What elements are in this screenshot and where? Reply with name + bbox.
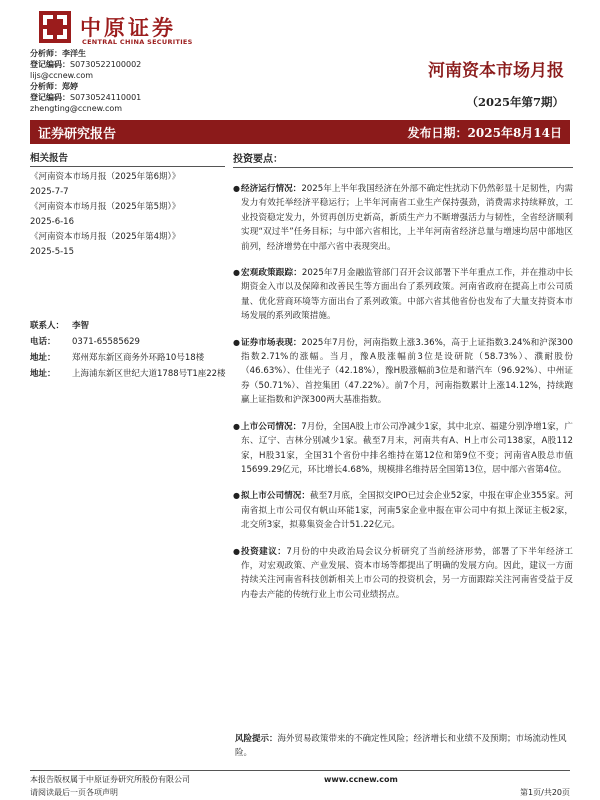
highlight-text: 7月份，全国A股上市公司净减少1家，其中北京、福建分别净增1家，广东、辽宁、吉林分别减少1家。截至7月末，河南共有A、H上市公司138家，A股112家，H股31家，全国31个省份中排名维持在第12位和第9位不变；河南省A股总市值15699.29亿元，环比增长4.68%，规模排名维持居全国第13位，居中部六省第4位。 xyxy=(241,421,573,475)
highlight-title: 宏观政策跟踪： xyxy=(241,268,302,279)
analyst-role-label: 分析师： xyxy=(30,49,62,58)
reg-number: S0730522100002 xyxy=(70,60,142,69)
related-report-title[interactable]: 《河南资本市场月报（2025年第4期）》 xyxy=(30,232,181,242)
highlight-text: 2025年7月份，河南指数上涨3.36%，高于上证指数3.24%和沪深300指数2.71%的涨幅。当月，豫A股涨幅前3位是设研院（58.73%）、濮耐股份（46.63%）、仕佳光子（42.18%），豫H股涨幅前3位是和谐汽车（96.92%）、中州证券（50.71%）、首控集团（47.22%）。前7个月，河南指数累计上涨14.12%，持续跑赢上证指数和沪深300两大基准指数。 xyxy=(241,337,573,406)
highlight-title: 投资建议： xyxy=(241,546,287,557)
reg-number: S0730524110001 xyxy=(70,93,142,102)
contact-address-label: 地址： xyxy=(30,353,56,363)
related-report-title[interactable]: 《河南资本市场月报（2025年第5期）》 xyxy=(30,202,181,212)
highlight-title: 证券市场表现： xyxy=(241,337,302,348)
contact-person-label: 联系人： xyxy=(30,321,65,331)
contact-address-label: 地址： xyxy=(30,369,56,379)
highlight-item xyxy=(233,489,573,532)
contact-phone: 0371-65585629 xyxy=(72,337,140,347)
highlight-title: 经济运行情况： xyxy=(241,184,302,194)
highlight-text: 2025年上半年我国经济在外部不确定性扰动下仍然彰显十足韧性，内需发力有效托举经济平稳运行；上半年河南省工业生产保持强劲，消费需求持续释放，工业投资稳定发力，外贸再创历史新高，新质生产力不断增强活力与韧性，全省经济顺利实现“双过半”任务目标；与中部六省相比，上半年河南省经济总量与增速均居中部地区前列，经济增势在中部六省中表现突出。 xyxy=(241,184,573,252)
highlight-item xyxy=(233,336,573,408)
analyst-2-email[interactable]: zhengting@ccnew.com xyxy=(30,104,123,113)
bullet-icon: ● xyxy=(233,184,240,193)
bullet-icon: ● xyxy=(233,421,240,431)
highlight-text: 2025年7月金融监管部门召开会议部署下半年重点工作，并在推动中长期资金入市以及保障和改善民生等方面出台了系列政策。河南省政府在提高上市公司质量、优化营商环境等方面出台了系列政策。中部六省其他省份也发布了大量支持资本市场发展的系列政策措施。 xyxy=(241,268,573,322)
contact-address: 上海浦东新区世纪大道1788号T1座22楼 xyxy=(72,369,226,379)
analyst-info xyxy=(30,48,141,114)
logo-emblem-icon xyxy=(38,10,72,44)
highlight-title: 拟上市公司情况： xyxy=(241,491,310,502)
risk-text: 海外贸易政策带来的不确定性风险；经济增长和业绩不及预期；市场流动性风险。 xyxy=(235,734,567,758)
bullet-icon: ● xyxy=(233,337,240,347)
reg-label: 登记编码： xyxy=(30,93,70,102)
reg-label: 登记编码： xyxy=(30,60,70,69)
company-logo xyxy=(38,10,238,46)
page-footer xyxy=(30,770,570,797)
footer-disclaimer: 请阅读最后一页各项声明 xyxy=(30,788,118,797)
report-type: 证券研究报告 xyxy=(38,127,117,142)
analyst-1-email[interactable]: lijs@ccnew.com xyxy=(30,71,94,80)
footer-copyright: 本报告版权属于中原证券研究所股份有限公司 xyxy=(30,775,190,784)
highlight-title: 上市公司情况： xyxy=(241,421,302,432)
risk-label: 风险提示： xyxy=(235,734,278,744)
contact-phone-row xyxy=(30,336,240,349)
analyst-name: 郑婷 xyxy=(62,82,78,91)
publish-date: 发布日期：2025年8月14日 xyxy=(407,126,562,140)
bullet-icon: ● xyxy=(233,546,240,556)
footer-url-link[interactable]: www.ccnew.com xyxy=(324,775,398,784)
report-issue: （2025年第7期） xyxy=(466,95,564,109)
analyst-1-row xyxy=(30,48,141,59)
report-banner xyxy=(30,120,570,144)
related-report-title[interactable]: 《河南资本市场月报（2025年第6期）》 xyxy=(30,172,181,182)
analyst-role-label: 分析师： xyxy=(30,82,62,91)
contact-person: 李智 xyxy=(72,321,90,331)
related-report-date: 2025-5-15 xyxy=(30,247,74,257)
contact-address: 郑州郑东新区商务外环路10号18楼 xyxy=(72,353,205,363)
highlight-item xyxy=(233,182,573,254)
related-report-date: 2025-6-16 xyxy=(30,217,74,227)
logo-name-cn: 中原证券 xyxy=(80,15,176,40)
analyst-name: 李洋生 xyxy=(62,49,86,58)
analyst-1-reg xyxy=(30,59,141,70)
contact-info xyxy=(30,320,240,384)
related-heading: 相关报告 xyxy=(30,150,225,167)
contact-person-row xyxy=(30,320,240,333)
highlight-item xyxy=(233,266,573,324)
risk-warning xyxy=(235,732,570,760)
bullet-icon: ● xyxy=(233,491,240,501)
highlight-item xyxy=(233,420,573,478)
analyst-2-row xyxy=(30,81,141,92)
contact-address-1-row xyxy=(30,352,240,365)
highlights-heading: 投资要点： xyxy=(233,150,573,168)
contact-address-2-row xyxy=(30,368,240,381)
investment-highlights xyxy=(233,150,573,614)
highlight-text: 截至7月底，全国拟交IPO已过会企业52家，中报在审企业355家。河南省拟上市公司仅有帆山环能1家，河南5家企业申报在审公司中有拟上深证主板2家，北交所3家，拟募集资金合计51.22亿元。 xyxy=(241,491,573,531)
highlight-item xyxy=(233,545,573,603)
contact-phone-label: 电话： xyxy=(30,337,56,347)
highlight-text: 7月份的中央政治局会议分析研究了当前经济形势，部署了下半年经济工作，对宏观政策、产业发展、资本市场等都提出了明确的发展方向。因此，建议一方面持续关注河南省科技创新相关上市公司的投资机会，另一方面跟踪关注河南省受益于反内卷去产能的传统行业上市公司业绩拐点。 xyxy=(241,546,573,600)
bullet-icon: ● xyxy=(233,268,240,278)
page-number: 第1页/共20页 xyxy=(520,788,570,797)
related-report-date: 2025-7-7 xyxy=(30,187,69,197)
report-title: 河南资本市场月报 xyxy=(428,61,564,81)
analyst-2-reg xyxy=(30,92,141,103)
related-reports xyxy=(30,150,225,260)
logo-name-en: CENTRAL CHINA SECURITIES xyxy=(82,38,193,46)
